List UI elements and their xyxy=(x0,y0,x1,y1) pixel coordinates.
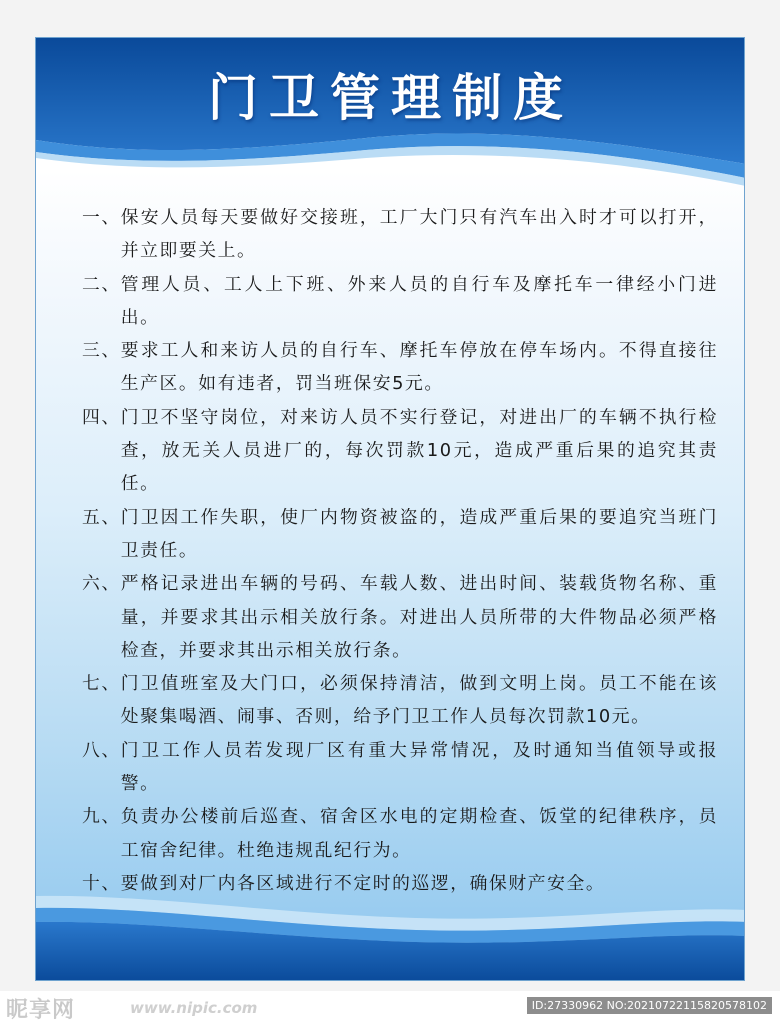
watermark-id-badge: ID:27330962 NO:20210722115820578102 xyxy=(527,997,772,1014)
rule-text: 门卫因工作失职，使厂内物资被盗的，造成严重后果的要追究当班门卫责任。 xyxy=(120,506,718,561)
rule-item-9 xyxy=(82,800,718,867)
rule-item-1 xyxy=(82,201,718,268)
rule-item-5 xyxy=(82,501,718,568)
rule-item-7 xyxy=(82,667,718,734)
rule-text: 门卫值班室及大门口，必须保持清洁，做到文明上岗。员工不能在该处聚集喝酒、闹事、否则，给予门卫工作人员每次罚款10元。 xyxy=(120,673,718,728)
rule-number: 九、 xyxy=(82,806,121,828)
rule-number: 六、 xyxy=(82,573,121,595)
rule-item-10 xyxy=(82,867,718,900)
watermark-logo: 昵享网 xyxy=(6,998,76,1023)
rule-item-8 xyxy=(82,734,718,801)
rule-number: 七、 xyxy=(82,673,121,695)
rule-item-4 xyxy=(82,401,718,501)
rule-text: 负责办公楼前后巡查、宿舍区水电的定期检查、饭堂的纪律秩序，员工宿舍纪律。杜绝违规乱纪行为。 xyxy=(120,806,718,861)
rules-list xyxy=(82,201,718,900)
rule-number: 四、 xyxy=(82,406,121,428)
rule-number: 二、 xyxy=(82,273,121,295)
watermark-bar xyxy=(0,991,780,1024)
rule-text: 管理人员、工人上下班、外来人员的自行车及摩托车一律经小门进出。 xyxy=(120,273,718,328)
rule-item-6 xyxy=(82,567,718,667)
rule-number: 一、 xyxy=(82,207,121,228)
rule-number: 三、 xyxy=(82,340,121,362)
notice-board xyxy=(35,37,745,981)
rule-text: 严格记录进出车辆的号码、车载人数、进出时间、装载货物名称、重量，并要求其出示相关放行条。对进出人员所带的大件物品必须严格检查，并要求其出示相关放行条。 xyxy=(120,573,718,661)
rule-text: 要做到对厂内各区域进行不定时的巡逻，确保财产安全。 xyxy=(120,872,606,894)
rule-item-3 xyxy=(82,334,718,401)
watermark-url: www.nipic.com xyxy=(130,999,258,1017)
rule-number: 五、 xyxy=(82,506,121,528)
rule-text: 门卫不坚守岗位，对来访人员不实行登记，对进出厂的车辆不执行检查，放无关人员进厂的，每次罚款10元，造成严重后果的追究其责任。 xyxy=(120,406,718,495)
rule-text: 保安人员每天要做好交接班，工厂大门只有汽车出入时才可以打开，并立即要关上。 xyxy=(120,207,718,262)
page-title: 门卫管理制度 xyxy=(208,69,574,127)
rule-text: 门卫工作人员若发现厂区有重大异常情况，及时通知当值领导或报警。 xyxy=(120,739,718,795)
rule-item-2 xyxy=(82,268,718,335)
rule-text: 要求工人和来访人员的自行车、摩托车停放在停车场内。不得直接往生产区。如有违者，罚当班保安5元。 xyxy=(120,340,718,395)
rule-number: 八、 xyxy=(82,739,121,761)
rule-number: 十、 xyxy=(82,872,121,894)
